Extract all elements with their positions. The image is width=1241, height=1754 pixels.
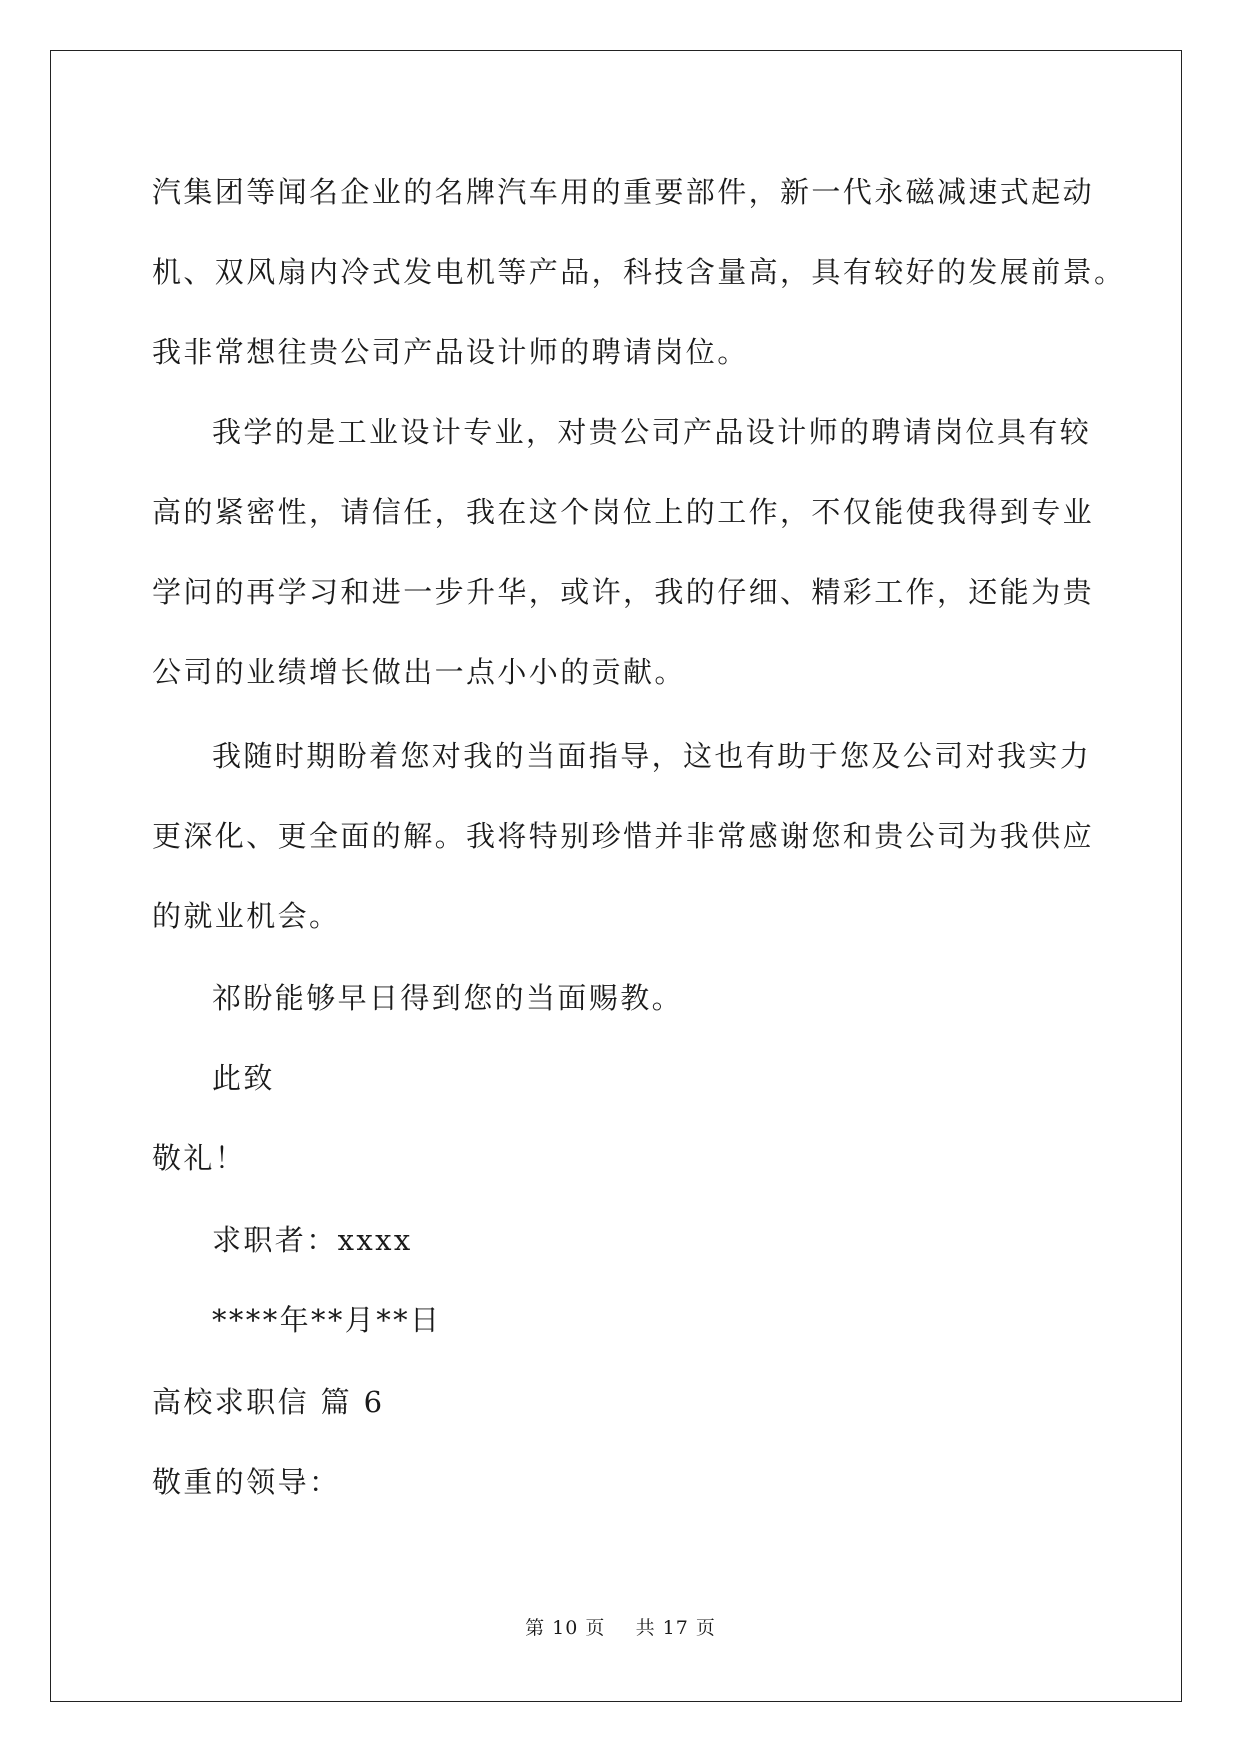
greeting-line: 敬重的领导： (152, 1465, 341, 1499)
section-heading: 高校求职信 篇 6 (152, 1385, 385, 1419)
body-line-7: 公司的业绩增长做出一点小小的贡献。 (152, 655, 686, 689)
body-line-9: 更深化、更全面的解。我将特别珍惜并非常感谢您和贵公司为我供应 (152, 819, 1095, 853)
salutation-line: 此致 (212, 1061, 275, 1095)
page-footer (0, 1616, 1241, 1640)
page-total: 共 17 页 (635, 1617, 716, 1639)
date-line: ****年**月**日 (212, 1303, 442, 1337)
body-line-2: 机、双风扇内冷式发电机等产品，科技含量高，具有较好的发展前景。 (152, 255, 1126, 289)
body-line-4: 我学的是工业设计专业，对贵公司产品设计师的聘请岗位具有较 (212, 415, 1092, 449)
closing-line: 敬礼！ (152, 1141, 247, 1175)
body-line-3: 我非常想往贵公司产品设计师的聘请岗位。 (152, 335, 749, 369)
body-line-8: 我随时期盼着您对我的当面指导，这也有助于您及公司对我实力 (212, 739, 1092, 773)
body-line-10: 的就业机会。 (152, 899, 341, 933)
body-line-6: 学问的再学习和进一步升华，或许，我的仔细、精彩工作，还能为贵 (152, 575, 1095, 609)
applicant-line: 求职者：xxxx (212, 1223, 413, 1257)
body-line-11: 祁盼能够早日得到您的当面赐教。 (212, 981, 684, 1015)
body-line-5: 高的紧密性，请信任，我在这个岗位上的工作，不仅能使我得到专业 (152, 495, 1095, 529)
page-number: 第 10 页 (525, 1617, 606, 1639)
page-border (50, 50, 1182, 1702)
body-line-1: 汽集团等闻名企业的名牌汽车用的重要部件，新一代永磁减速式起动 (152, 175, 1095, 209)
